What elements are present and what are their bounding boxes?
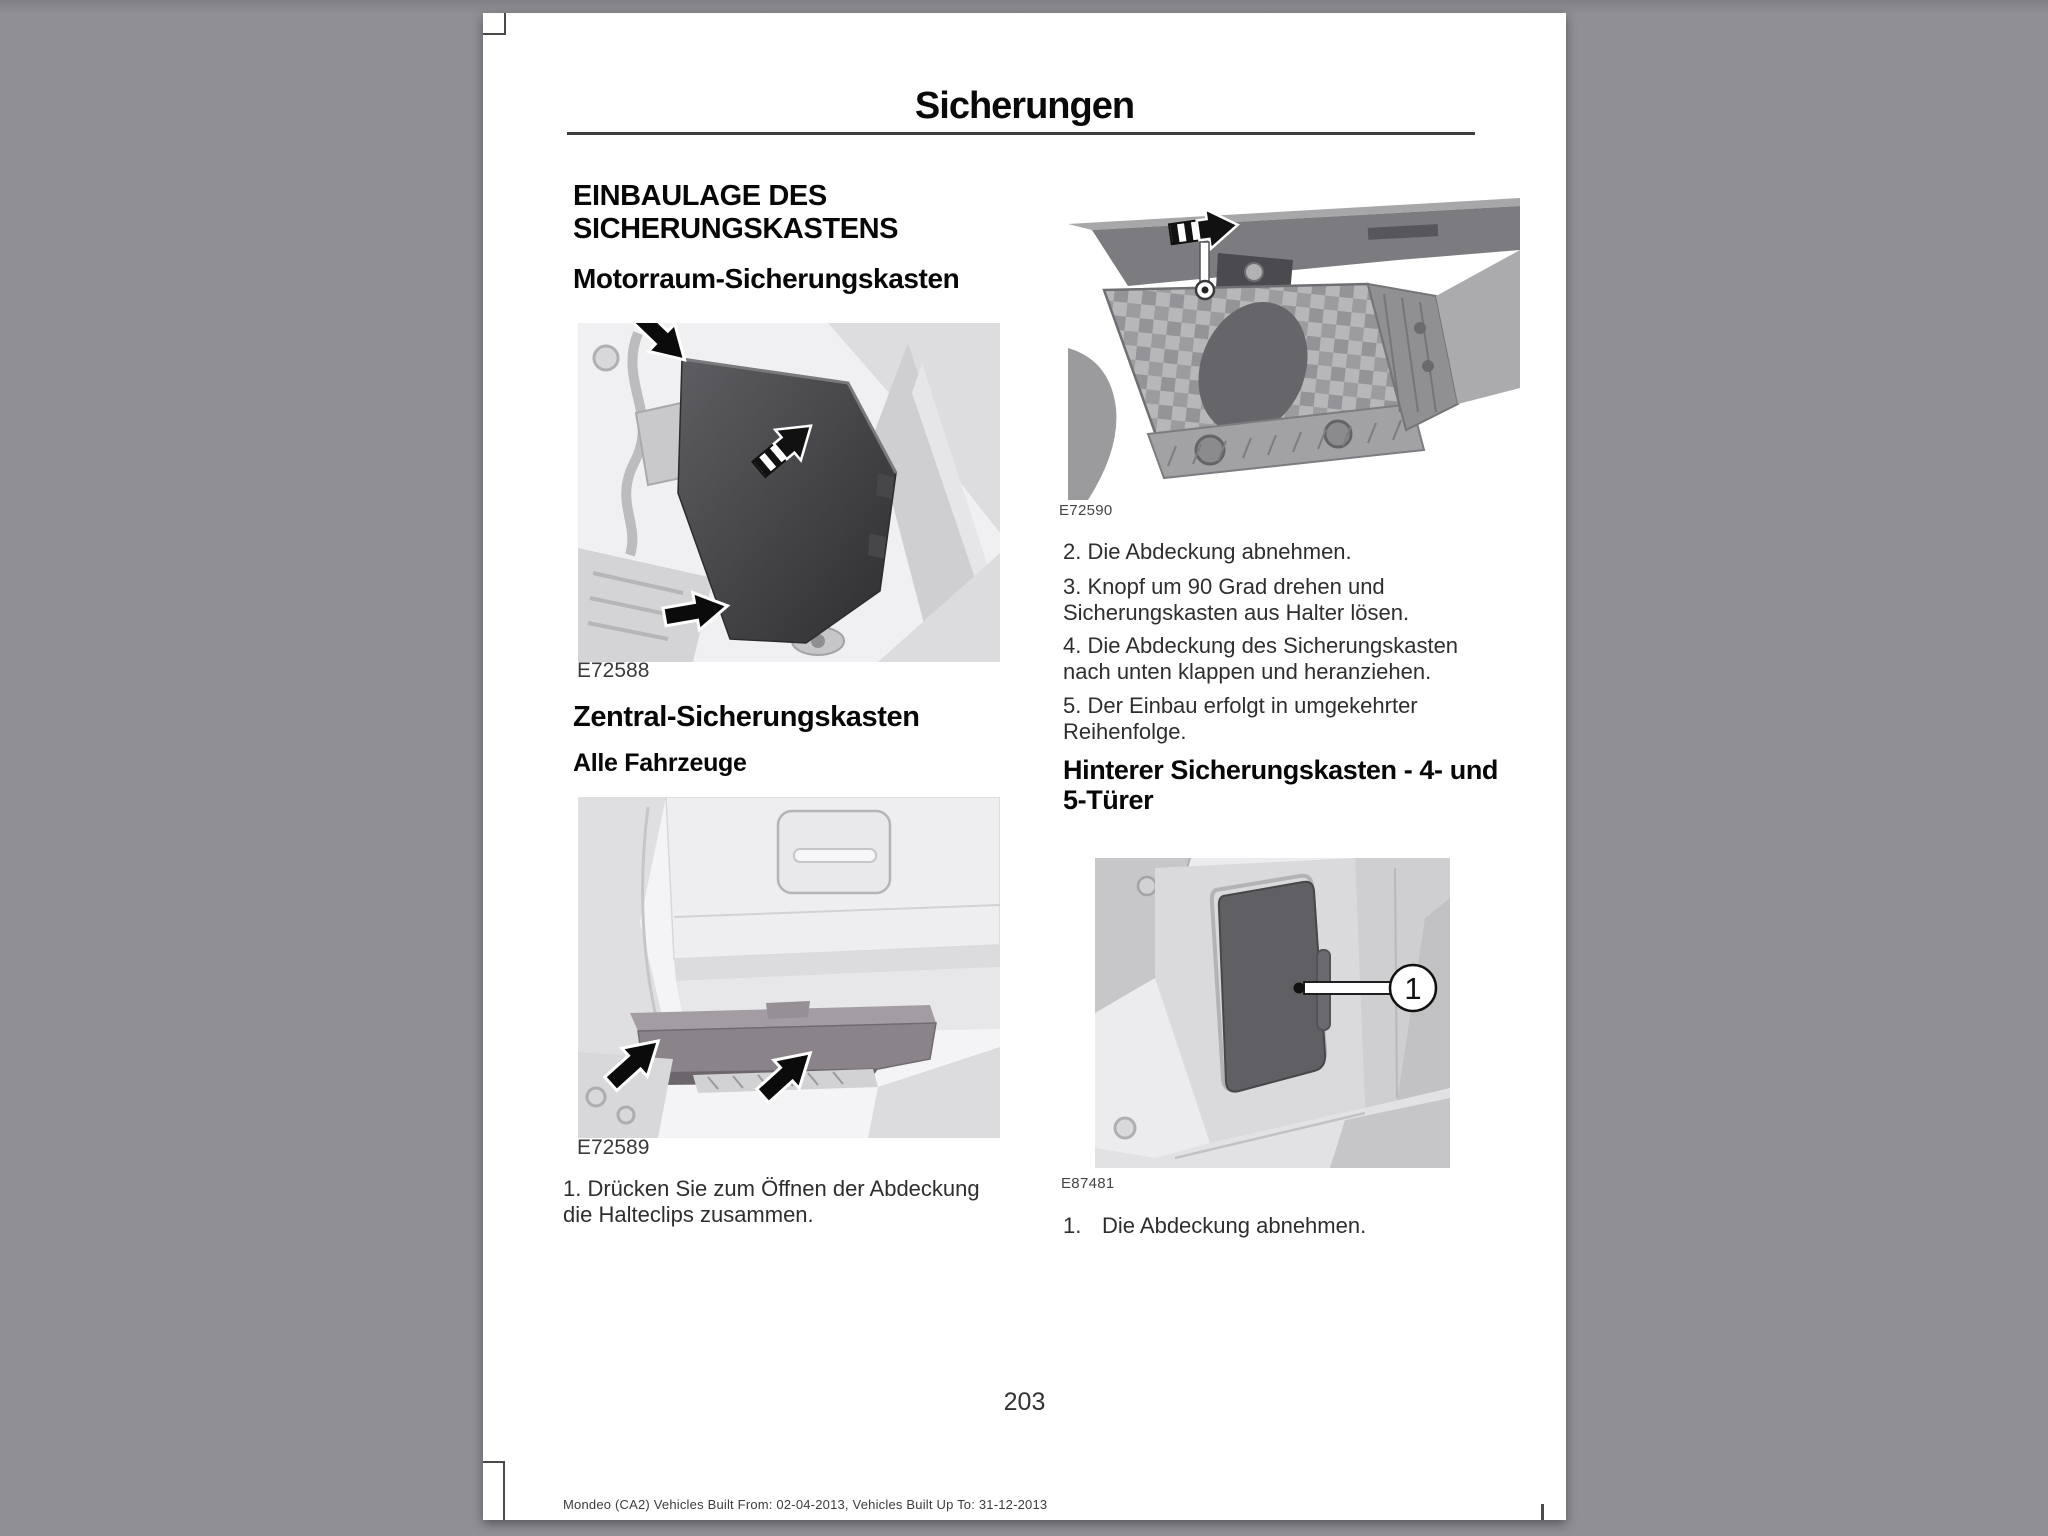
step-1: 1. Drücken Sie zum Öffnen der Abdeckung die Halteclips zusammen.	[563, 1176, 980, 1227]
pivot-pointer-line	[1200, 242, 1209, 282]
callout-number: 1	[1404, 971, 1422, 1006]
section-heading	[573, 180, 898, 246]
figure2-label: E72589	[577, 1136, 650, 1159]
figure-rear-fusebox	[1095, 858, 1450, 1168]
step-2: 2. Die Abdeckung abnehmen.	[1063, 539, 1352, 564]
crop-mark-bottom-right	[1541, 1504, 1544, 1520]
step-5: 5. Der Einbau erfolgt in umgekehrter Reihenfolge.	[1063, 693, 1418, 744]
figure-fusebox-removal	[1068, 198, 1520, 500]
section-heading-line2: SICHERUNGSKASTENS	[573, 213, 899, 245]
document-page	[483, 13, 1566, 1520]
callout-leader-line	[1304, 982, 1400, 994]
subheading-alle: Alle Fahrzeuge	[573, 749, 747, 777]
title-rule	[567, 132, 1475, 135]
figure4-label: E87481	[1061, 1175, 1115, 1192]
figure-engine-fusebox	[578, 323, 1000, 662]
subheading-motorraum: Motorraum-Sicherungskasten	[573, 263, 960, 294]
page-number: 203	[1003, 1388, 1046, 1416]
step-rear-text: Die Abdeckung abnehmen.	[1102, 1213, 1367, 1238]
page-title: Sicherungen	[914, 85, 1135, 127]
step-3: 3. Knopf um 90 Grad drehen und Sicherungskasten aus Halter lösen.	[1063, 574, 1410, 625]
callout-point	[1294, 983, 1305, 994]
step-4: 4. Die Abdeckung des Sicherungskasten nach unten klappen und heranziehen.	[1063, 633, 1459, 684]
step-rear-number: 1.	[1063, 1213, 1082, 1238]
heading-zentral: Zentral-Sicherungskasten	[573, 701, 920, 733]
crop-mark-top-left	[483, 13, 506, 35]
footer-text: Mondeo (CA2) Vehicles Built From: 02-04-2013, Vehicles Built Up To: 31-12-2013	[563, 1497, 1048, 1512]
section-heading-line1: EINBAULAGE DES	[573, 180, 827, 212]
crop-mark-bottom-left	[483, 1461, 505, 1520]
figure-central-fusebox	[578, 797, 1000, 1138]
figure3-label: E72590	[1059, 502, 1113, 519]
heading-hinterer: Hinterer Sicherungskasten - 4- und 5-Türer	[1063, 755, 1498, 815]
figure1-label: E72588	[577, 659, 650, 682]
